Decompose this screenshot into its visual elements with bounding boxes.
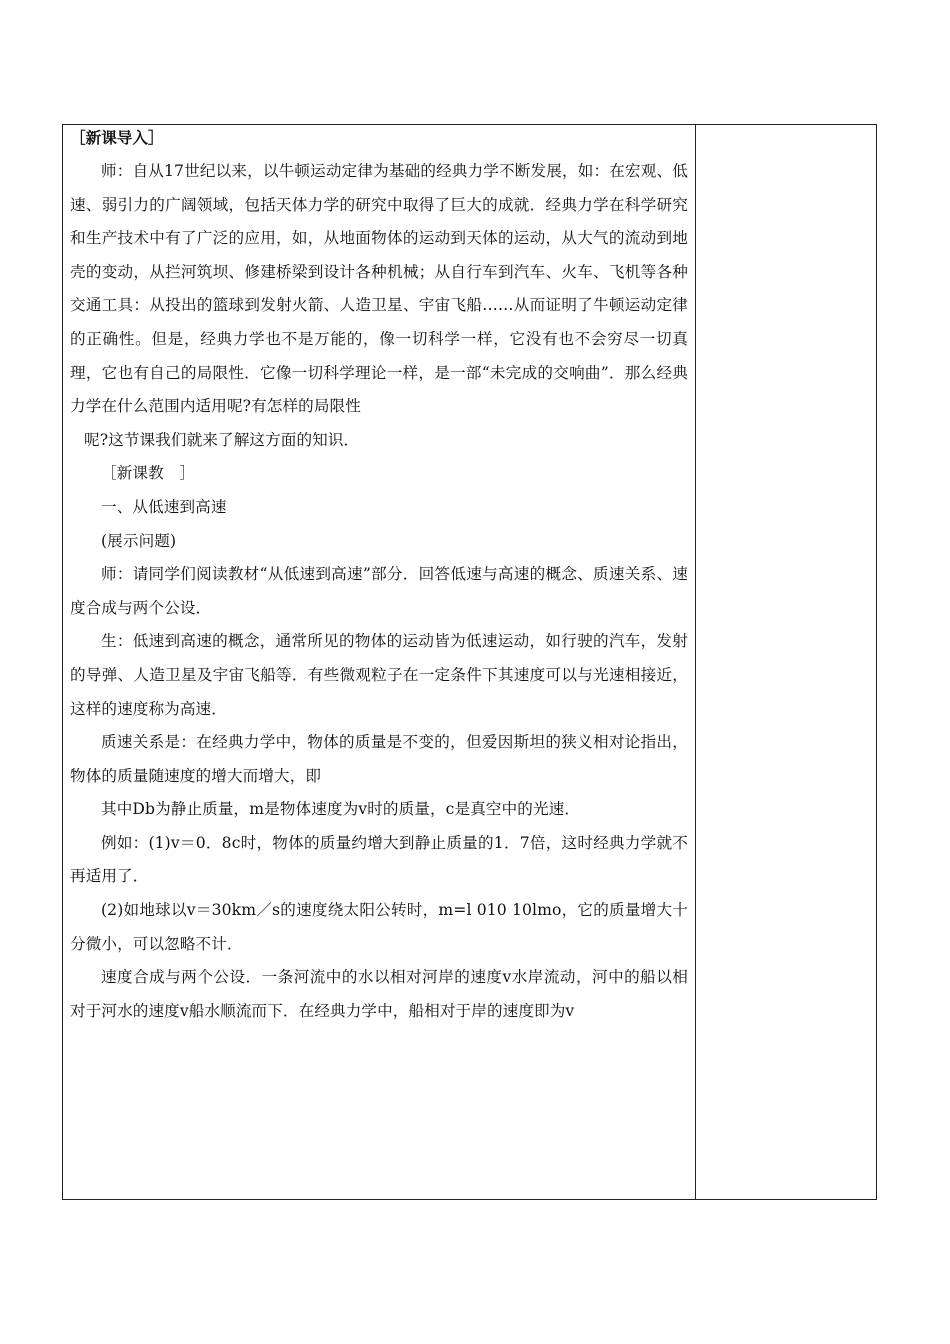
notes-column [697,126,875,1198]
paragraph-show-question: (展示问题) [101,531,177,550]
paragraph-intro: 师：自从17世纪以来，以牛顿运动定律为基础的经典力学不断发展，如：在宏观、低速、弱引力的广阔领域，包括天体力学的研究中取得了巨大的成就．经典力学在科学研究和生产技术中有了广泛的应用，如，从地面物体的运动到天体的运动，从大气的流动到地壳的变动，从拦河筑坝、修建桥梁到设计各种机械；从自行车到汽车、火车、飞机等各种交通工具：从投出的篮球到发射火箭、人造卫星、宇宙飞船……从而证明了牛顿运动定律的正确性。但是，经典力学也不是万能的，像一切科学一样，它没有也不会穷尽一切真理，它也有自己的局限性．它像一切科学理论一样，是一部“未完成的交响曲”．那么经典力学在什么范围内适用呢?有怎样的局限性 [70,162,688,416]
paragraph-intro-end: 呢?这节课我们就来了解这方面的知识． [84,430,360,449]
paragraph-where: 其中Db为静止质量，m是物体速度为v时的质量，c是真空中的光速． [101,800,581,819]
subsection-title: 一、从低速到高速 [101,497,227,516]
paragraph-mass-velocity: 质速关系是：在经典力学中，物体的质量是不变的，但爱因斯坦的狭义相对论指出，物体的质量随速度的增大而增大，即 [70,733,688,785]
paragraph-teacher: 师：请同学们阅读教材“从低速到高速”部分．回答低速与高速的概念、质速关系、速度合成与两个公设． [70,565,688,617]
section-heading: ［新课导入］ [70,128,164,147]
paragraph-example-1: 例如：(1)v＝0．8c时，物体的质量约增大到静止质量的1．7倍，这时经典力学就不再适用了． [70,833,688,886]
paragraph-velocity-composition: 速度合成与两个公设．一条河流中的水以相对河岸的速度v水岸流动，河中的船以相对于河水的速度v船水顺流而下．在经典力学中，船相对于岸的速度即为v [70,968,688,1020]
column-divider [695,124,696,1200]
subsection-label: ［新课教 ］ [101,464,196,483]
paragraph-student: 生：低速到高速的概念，通常所见的物体的运动皆为低速运动，如行驶的汽车，发射的导弹、人造卫星及宇宙飞船等．有些微观粒子在一定条件下其速度可以与光速相接近，这样的速度称为高速． [70,632,688,718]
lesson-content [70,125,688,1028]
paragraph-example-2: (2)如地球以v＝30km／s的速度绕太阳公转时，m=l 010 10lmo，它的质量增大十分微小，可以忽略不计． [70,901,688,953]
